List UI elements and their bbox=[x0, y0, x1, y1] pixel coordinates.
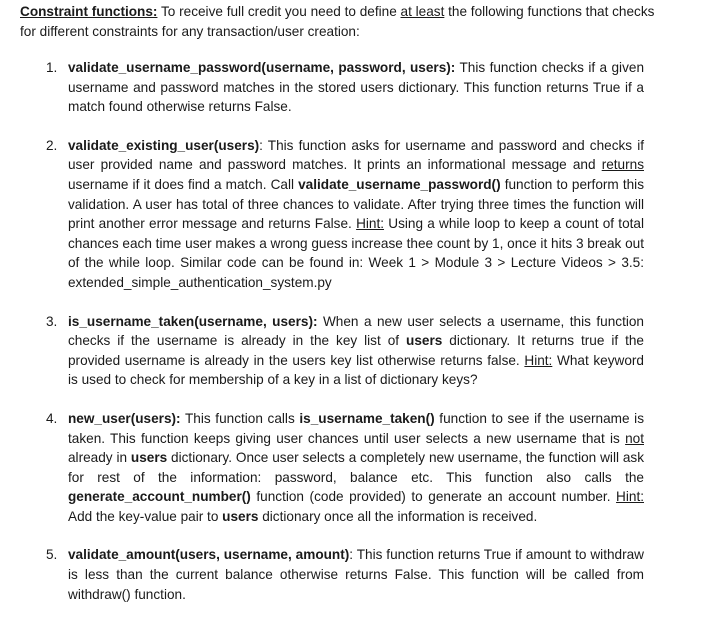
intro-paragraph bbox=[20, 2, 668, 41]
item-description: dictionary once all the information is received. bbox=[258, 508, 538, 524]
list-item bbox=[0, 312, 644, 390]
item-description: function to see if the username is taken. This function keeps giving user chances until user selects a new username that is bbox=[68, 410, 644, 446]
item-description: : This function returns True if amount to withdraw is less than the current balance otherwise returns False. This function will be called from withdraw() function. bbox=[68, 547, 644, 602]
item-number: 5. bbox=[46, 547, 58, 563]
list-item bbox=[0, 545, 644, 604]
underlined-not: not bbox=[625, 430, 644, 446]
item-description: Using a while loop to keep a count of total chances each time user makes a wrong guess increase thee count by 1, once it hits 3 break out of the while loop. Similar code can be found in: Week 1 > Module 3 > Lecture Videos > 3.5: extended_simple_authentication_system.py bbox=[68, 216, 645, 290]
underlined-returns: returns bbox=[601, 157, 644, 173]
function-signature: new_user(users): bbox=[68, 410, 181, 426]
hint-label: Hint: bbox=[616, 489, 644, 505]
function-call: validate_username_password() bbox=[298, 176, 501, 192]
item-number: 1. bbox=[46, 60, 58, 75]
item-description: function to perform this validation. A user has total of three chances to validate. After trying three times the function will print another error message and returns False. bbox=[68, 176, 644, 232]
item-description: username if it does find a match. Call bbox=[68, 176, 299, 192]
hint-label: Hint: bbox=[356, 216, 385, 232]
bold-users: users bbox=[222, 508, 259, 524]
item-description: function (code provided) to generate an account number. bbox=[250, 489, 617, 505]
function-signature: validate_username_password(username, password, users): bbox=[68, 60, 456, 75]
item-description: Add the key-value pair to bbox=[68, 508, 223, 524]
function-signature: is_username_taken(username, users): bbox=[68, 313, 318, 329]
item-description: What keyword is used to check for membership of a key in a list of dictionary keys? bbox=[68, 352, 644, 388]
item-description: : This function asks for username and password and checks if user provided name and password matches. It prints an informational message and bbox=[68, 137, 644, 173]
intro-text-continued: the following functions that checks for different constraints for any transaction/user creation: bbox=[20, 4, 655, 39]
item-description: dictionary. It returns true if the provided username is already in the users key list otherwise returns false. bbox=[68, 333, 644, 368]
item-description: When a new user selects a username, this function checks if the username is already in the key list of bbox=[68, 313, 644, 349]
item-number: 2. bbox=[46, 137, 58, 153]
function-call: generate_account_number() bbox=[68, 489, 251, 505]
hint-label: Hint: bbox=[524, 352, 553, 368]
intro-heading: Constraint functions: bbox=[20, 4, 158, 19]
function-signature: validate_amount(users, username, amount) bbox=[68, 547, 350, 563]
bold-users: users bbox=[130, 450, 168, 466]
list-item bbox=[0, 58, 644, 117]
item-number: 4. bbox=[46, 410, 58, 426]
intro-text: To receive full credit you need to define bbox=[157, 4, 401, 19]
item-description: dictionary. Once user selects a completely new username, the function will ask for rest of the information: password, balance etc. This function also calls the bbox=[68, 450, 645, 485]
function-call: is_username_taken() bbox=[299, 410, 435, 426]
item-description: This function checks if a given username and password matches in the stored users dictionary. This function returns True if a match found otherwise returns False. bbox=[68, 60, 644, 115]
item-description: already in bbox=[68, 450, 131, 466]
function-signature: validate_existing_user(users) bbox=[68, 137, 260, 153]
intro-at-least: at least bbox=[400, 4, 445, 19]
list-item bbox=[0, 136, 644, 293]
function-list bbox=[0, 58, 710, 604]
item-description: This function calls bbox=[180, 410, 300, 426]
item-number: 3. bbox=[46, 313, 58, 329]
list-item bbox=[0, 409, 644, 527]
bold-users: users bbox=[406, 333, 443, 349]
